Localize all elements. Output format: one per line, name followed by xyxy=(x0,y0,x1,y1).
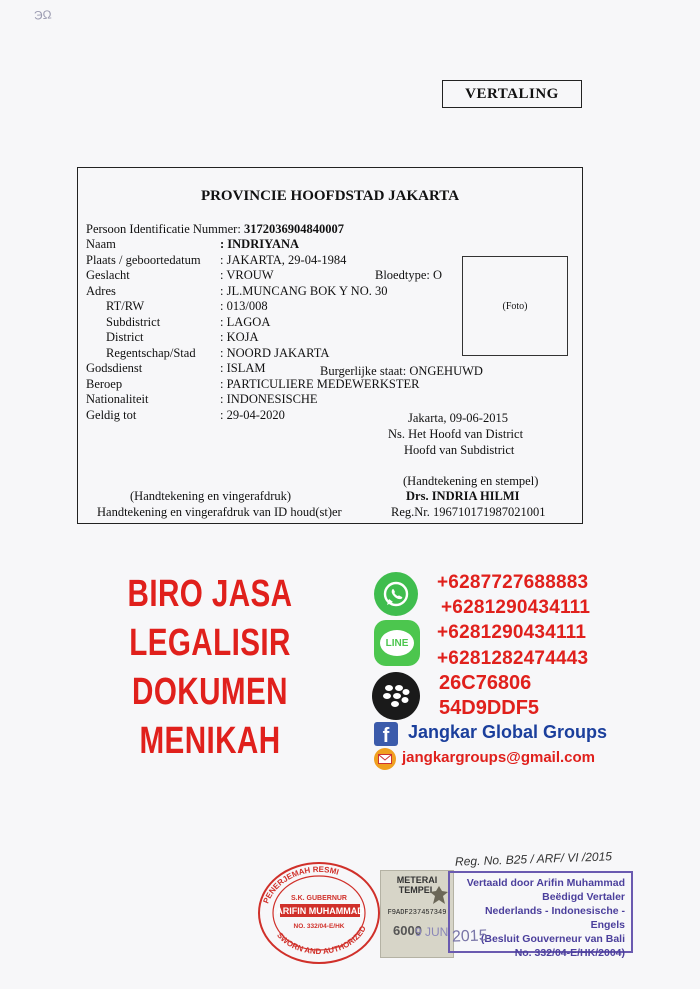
promo-line-1: BIRO JASA xyxy=(127,573,293,615)
nik-label: Persoon Identificatie Nummer: xyxy=(86,222,241,236)
translator-stamp-line-3: Nederlands - Indonesische - Engels xyxy=(484,905,625,931)
issue-by-line-1: Ns. Het Hoofd van District xyxy=(388,427,524,441)
line-number-1: +6281290434111 xyxy=(437,622,587,643)
field-value: : KOJA xyxy=(220,330,259,344)
official-reg: Reg.Nr. 196710171987021001 xyxy=(391,505,546,519)
translator-stamp-line-4: (Besluit Gouverneur van Bali xyxy=(480,933,625,945)
bbm-pin-2: 54D9DDF5 xyxy=(439,697,540,719)
translator-stamp-line-2: Beëdigd Vertaler xyxy=(542,891,625,903)
promo-line-2: LEGALISIR xyxy=(129,622,291,664)
seal-name: ARIFIN MUHAMMAD xyxy=(276,906,364,916)
seal-number: NO. 332/04-E/HK xyxy=(293,923,345,930)
line-icon: LINE xyxy=(374,620,420,666)
seal-middle-text: S.K. GUBERNUR xyxy=(290,895,348,902)
registration-note: Reg. No. B25 / ARF/ VI /2015 xyxy=(454,849,613,869)
field-label: Subdistrict xyxy=(106,314,161,329)
materai-amount: 6000 xyxy=(393,923,422,938)
nik-row xyxy=(86,222,344,238)
field-value: : NOORD JAKARTA xyxy=(220,345,330,360)
translator-stamp-line-1: Vertaald door Arifin Muhammad xyxy=(466,877,625,889)
stamp-year: 2015 xyxy=(451,927,488,946)
field-label: Adres xyxy=(86,283,116,298)
id-card-translation xyxy=(77,167,583,524)
field-label: Beroep xyxy=(86,376,123,391)
nik-value: 3172036904840007 xyxy=(243,222,344,236)
bloedtype: Bloedtype: O xyxy=(375,268,443,282)
issue-by-line-2: Hoofd van Subdistrict xyxy=(404,443,515,457)
promo-text xyxy=(124,570,296,766)
sign-stamp-label: (Handtekening en stempel) xyxy=(403,474,539,488)
whatsapp-number-1: +6287727688883 xyxy=(437,572,589,593)
field-label: Godsdienst xyxy=(86,361,143,375)
mail-icon xyxy=(374,748,396,770)
burgerlijke-staat: Burgerlijke staat: ONGEHUWD xyxy=(320,364,483,378)
materai-serial: F9ADF237457349 xyxy=(387,909,447,917)
field-value: : JL.MUNCANG BOK Y NO. 30 xyxy=(220,283,388,298)
field-value: : PARTICULIERE MEDEWERKSTER xyxy=(220,376,420,391)
field-label: Geldig tot xyxy=(86,407,137,422)
promo-line-4: MENIKAH xyxy=(139,720,281,762)
card-title: PROVINCIE HOOFDSTAD JAKARTA xyxy=(200,188,460,204)
materai-title: METERAI TEMPEL xyxy=(396,875,438,895)
issue-place-date: Jakarta, 09-06-2015 xyxy=(408,411,508,425)
seal-top-text: PENERJEMAH RESMI xyxy=(261,864,340,905)
field-label: Plaats / geboortedatum xyxy=(86,252,201,267)
field-value: : ISLAM xyxy=(220,361,266,375)
translator-stamp-line-5: No. 332/04-E/HK/2004) xyxy=(514,947,625,959)
field-value: : INDONESISCHE xyxy=(220,392,318,406)
field-value: : LAGOA xyxy=(220,314,271,329)
seal-bottom-text: SWORN AND AUTHORIZED xyxy=(275,924,368,957)
email-address: jangkargroups@gmail.com xyxy=(402,749,596,766)
garuda-emblem-icon xyxy=(429,885,449,907)
field-value: : VROUW xyxy=(220,268,274,282)
official-name: Drs. INDRIA HILMI xyxy=(406,489,520,503)
field-label: RT/RW xyxy=(106,299,145,313)
line-number-2: +6281282474443 xyxy=(437,648,589,669)
field-label: Regentschap/Stad xyxy=(106,345,196,360)
facebook-name: Jangkar Global Groups xyxy=(408,722,608,742)
materai-stamp xyxy=(380,870,454,958)
sign-fingerprint-label: (Handtekening en vingerafdruk) xyxy=(130,489,292,503)
whatsapp-icon xyxy=(374,572,418,616)
facebook-icon: f xyxy=(374,722,398,746)
vertaling-box: VERTALING xyxy=(442,80,582,108)
field-value: : 013/008 xyxy=(220,299,268,313)
field-value: : JAKARTA, 29-04-1984 xyxy=(220,252,347,267)
translator-seal xyxy=(256,860,382,966)
promo-line-3: DOKUMEN xyxy=(132,671,288,713)
materai-date: 9 JUN xyxy=(415,925,449,939)
field-label: Geslacht xyxy=(86,268,130,282)
corner-mark: ЭΩ xyxy=(33,7,53,23)
whatsapp-number-2: +6281290434111 xyxy=(441,597,591,618)
field-value: : INDRIYANA xyxy=(220,237,300,251)
photo-placeholder xyxy=(462,256,568,356)
field-label: Nationaliteit xyxy=(86,392,149,406)
field-label: District xyxy=(106,330,144,344)
photo-label: (Foto) xyxy=(502,300,528,312)
field-value: : 29-04-2020 xyxy=(220,407,285,422)
bbm-pin-1: 26C76806 xyxy=(439,672,532,694)
blackberry-icon xyxy=(372,672,420,720)
holder-sign-label: Handtekening en vingerafdruk van ID houd(st)er xyxy=(97,505,342,519)
field-label: Naam xyxy=(86,237,116,251)
